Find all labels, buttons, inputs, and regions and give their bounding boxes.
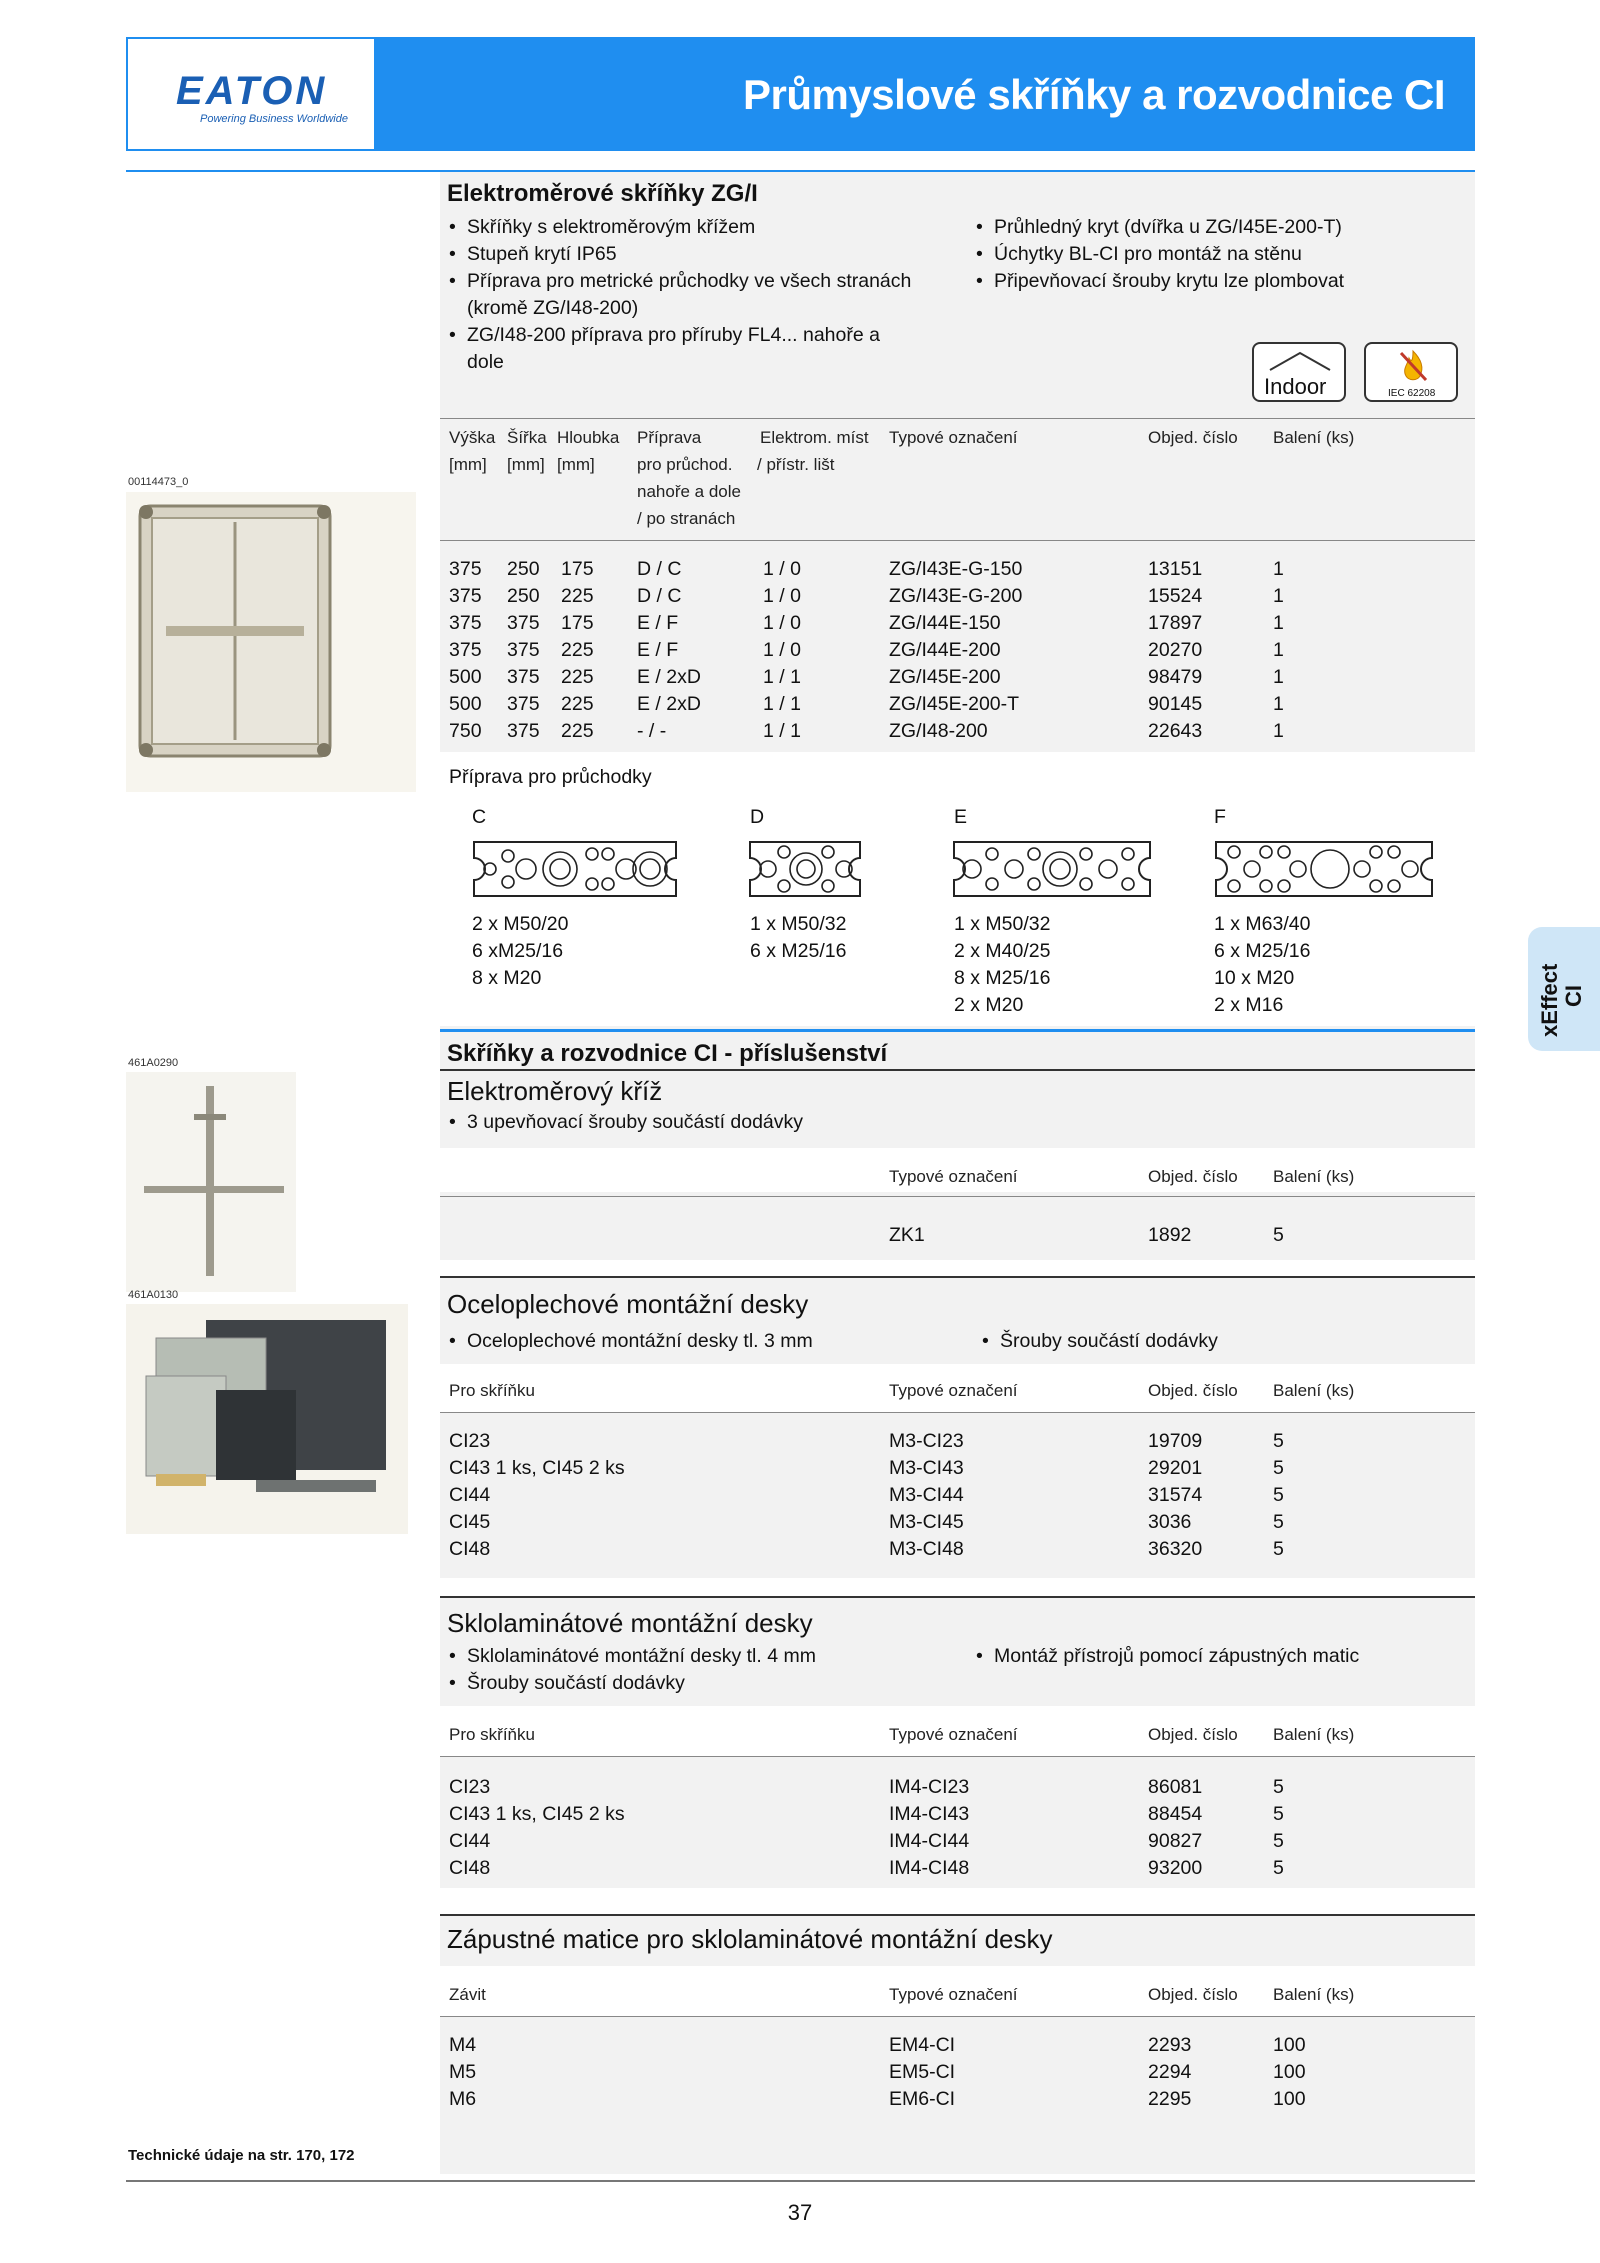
- bullet-item: • Připevňovací šrouby krytu lze plombovat: [974, 268, 1454, 295]
- table-row: CI43 1 ks, CI45 2 ks M3-CI43 29201 5: [449, 1457, 1284, 1479]
- steel-table-body: [449, 1428, 1469, 1563]
- spacer: [440, 1578, 1475, 1596]
- bullet-item: • Skříňky s elektroměrovým křížem: [447, 214, 917, 241]
- bullet-item: • Montáž přístrojů pomocí zápustných matic: [974, 1643, 1454, 1670]
- table-divider: [440, 1196, 1475, 1197]
- photo-id: 461A0290: [128, 1057, 179, 1069]
- table-row: 500 375 225 E / 2xD 1 / 1 ZG/I45E-200 98479 1: [449, 666, 1284, 688]
- bullet-item: • Šrouby součástí dodávky: [980, 1328, 1460, 1355]
- inserts-table-header: Závit Typové označení Objed. číslo Balení (ks): [449, 1985, 1355, 2004]
- bottom-divider: [126, 2180, 1475, 2182]
- title-band: [374, 39, 1473, 149]
- section-title-accessories: Skříňky a rozvodnice CI - příslušenství: [447, 1040, 888, 1067]
- table-row: 375 250 225 D / C 1 / 0 ZG/I43E-G-200 15524 1: [449, 585, 1284, 607]
- logo-tagline: Powering Business Worldwide: [200, 113, 348, 125]
- inserts-table-body: [449, 2032, 1469, 2113]
- bullet-item: • Stupeň krytí IP65: [447, 241, 917, 268]
- fiberglass-table-body: [449, 1774, 1469, 1882]
- knockout-diagram-c: [460, 834, 690, 904]
- top-divider: [126, 170, 1475, 172]
- photo-id: 461A0130: [128, 1289, 179, 1301]
- bullet-item: • Oceloplechové montážní desky tl. 3 mm: [447, 1328, 947, 1355]
- bullet-item: • ZG/I48-200 příprava pro příruby FL4... nahoře a dole: [447, 322, 917, 376]
- section-divider: [440, 1914, 1475, 1916]
- variant-label: C: [472, 806, 487, 828]
- bullet-list-meter-cross: [447, 1109, 1147, 1136]
- side-tab-label: xEffect CI: [1537, 963, 1586, 1037]
- product-photo-mounting-plates: [126, 1304, 408, 1534]
- knockout-diagram-e: [942, 834, 1162, 904]
- variant-specs-e: 1 x M50/32 2 x M40/25 8 x M25/16 2 x M20: [954, 913, 1051, 1016]
- section-title-zg: Elektroměrové skříňky ZG/I: [447, 180, 758, 207]
- table-row: 375 375 225 E / F 1 / 0 ZG/I44E-200 20270 1: [449, 639, 1284, 661]
- bullet-item: • Příprava pro metrické průchodky ve všech stranách (kromě ZG/I48-200): [447, 268, 917, 322]
- table-row: M6 EM6-CI 2295 100: [449, 2088, 1306, 2110]
- bullet-list-zg-left: [447, 214, 917, 376]
- table-row: 500 375 225 E / 2xD 1 / 1 ZG/I45E-200-T 90145 1: [449, 693, 1284, 715]
- section-divider: [440, 1276, 1475, 1278]
- table-row: ZK1 1892 5: [889, 1224, 1284, 1246]
- table-row: CI43 1 ks, CI45 2 ks IM4-CI43 88454 5: [449, 1803, 1284, 1825]
- zg-table-body: [449, 556, 1469, 745]
- enclosure-illustration: [126, 492, 416, 792]
- table-row: 375 375 175 E / F 1 / 0 ZG/I44E-150 17897 1: [449, 612, 1284, 634]
- bullet-list-steel-left: [447, 1328, 947, 1355]
- technical-data-note: Technické údaje na str. 170, 172: [128, 2147, 355, 2164]
- variant-label: F: [1214, 806, 1226, 828]
- table-row: CI23 M3-CI23 19709 5: [449, 1430, 1284, 1452]
- table-row: 375 250 175 D / C 1 / 0 ZG/I43E-G-150 13151 1: [449, 558, 1284, 580]
- zg-table-header: Výška [mm] Šířka [mm] Hloubka [mm] Příprava pro průchod. nahoře a dole / po stranách Elektrom. míst / přístr. lišt Typové označení Objed. číslo Balení (ks): [449, 428, 1355, 528]
- no-fire-icon: [1396, 348, 1430, 384]
- table-row: CI44 IM4-CI44 90827 5: [449, 1830, 1284, 1852]
- knockout-diagram-f: [1204, 834, 1444, 904]
- logo: [128, 39, 374, 149]
- table-row: M5 EM5-CI 2294 100: [449, 2061, 1306, 2083]
- variant-label: D: [750, 806, 765, 828]
- bullet-list-zg-right: [974, 214, 1454, 295]
- bullet-item: • Úchytky BL-CI pro montáž na stěnu: [974, 241, 1454, 268]
- variant-specs-d: 1 x M50/32 6 x M25/16: [750, 913, 847, 962]
- section-divider: [440, 1069, 1475, 1071]
- variant-label: E: [954, 806, 968, 828]
- variant-specs-f: 1 x M63/40 6 x M25/16 10 x M20 2 x M16: [1214, 913, 1311, 1016]
- product-photo-enclosure: [126, 492, 416, 792]
- table-row: CI48 IM4-CI48 93200 5: [449, 1857, 1284, 1879]
- bullet-item: • Průhledný kryt (dvířka u ZG/I45E-200-T): [974, 214, 1454, 241]
- table-divider: [440, 1756, 1475, 1757]
- spacer: [440, 1888, 1475, 1914]
- page-header: [126, 37, 1475, 151]
- page-number: 37: [787, 2200, 813, 2225]
- knockout-diagram-d: [740, 834, 870, 904]
- bullet-item: • Šrouby součástí dodávky: [447, 1670, 947, 1697]
- section-divider: [440, 1596, 1475, 1598]
- table-row: M4 EM4-CI 2293 100: [449, 2034, 1306, 2056]
- table-row: 750 375 225 - / - 1 / 1 ZG/I48-200 22643 1: [449, 720, 1284, 742]
- table-divider: [440, 540, 1475, 541]
- bullet-list-steel-right: [980, 1328, 1460, 1355]
- table-row: CI45 M3-CI45 3036 5: [449, 1511, 1284, 1533]
- bullet-item: • 3 upevňovací šrouby součástí dodávky: [447, 1109, 1147, 1136]
- bullet-list-fiberglass-left: [447, 1643, 947, 1697]
- mounting-plates-illustration: [126, 1304, 408, 1534]
- section-title-inserts: Zápustné matice pro sklolaminátové montážní desky: [447, 1924, 1053, 1954]
- spacer: [440, 1260, 1475, 1276]
- side-tab[interactable]: [1528, 927, 1600, 1051]
- indoor-badge: Indoor: [1252, 342, 1346, 402]
- knockout-title: Příprava pro průchodky: [449, 766, 652, 788]
- product-photo-meter-cross: [126, 1072, 296, 1292]
- table-row: CI23 IM4-CI23 86081 5: [449, 1776, 1284, 1798]
- bullet-item: • Sklolaminátové montážní desky tl. 4 mm: [447, 1643, 947, 1670]
- table-divider: [440, 1412, 1475, 1413]
- subsection-title-meter-cross: Elektroměrový kříž: [447, 1076, 663, 1106]
- steel-table-header: Pro skříňku Typové označení Objed. číslo Balení (ks): [449, 1381, 1355, 1400]
- table-divider: [440, 2016, 1475, 2017]
- section-divider: [440, 1029, 1475, 1032]
- variant-specs-c: 2 x M50/20 6 xM25/16 8 x M20: [472, 913, 569, 989]
- house-roof-icon: [1268, 350, 1332, 372]
- photo-id: 00114473_0: [128, 476, 189, 488]
- iec-badge: IEC 62208: [1364, 342, 1458, 402]
- logo-wordmark: EATON: [176, 69, 328, 113]
- section-title-fiberglass-plates: Sklolaminátové montážní desky: [447, 1608, 813, 1638]
- table-row: CI48 M3-CI48 36320 5: [449, 1538, 1284, 1560]
- page-title: Průmyslové skříňky a rozvodnice CI: [743, 71, 1445, 118]
- bullet-list-fiberglass-right: [974, 1643, 1454, 1670]
- meter-cross-illustration: [126, 1072, 296, 1292]
- table-divider: [440, 418, 1475, 419]
- section-title-steel-plates: Oceloplechové montážní desky: [447, 1289, 809, 1319]
- fiberglass-table-header: Pro skříňku Typové označení Objed. číslo Balení (ks): [449, 1725, 1355, 1744]
- table-row: CI44 M3-CI44 31574 5: [449, 1484, 1284, 1506]
- meter-cross-table-header: Typové označení Objed. číslo Balení (ks): [889, 1167, 1355, 1186]
